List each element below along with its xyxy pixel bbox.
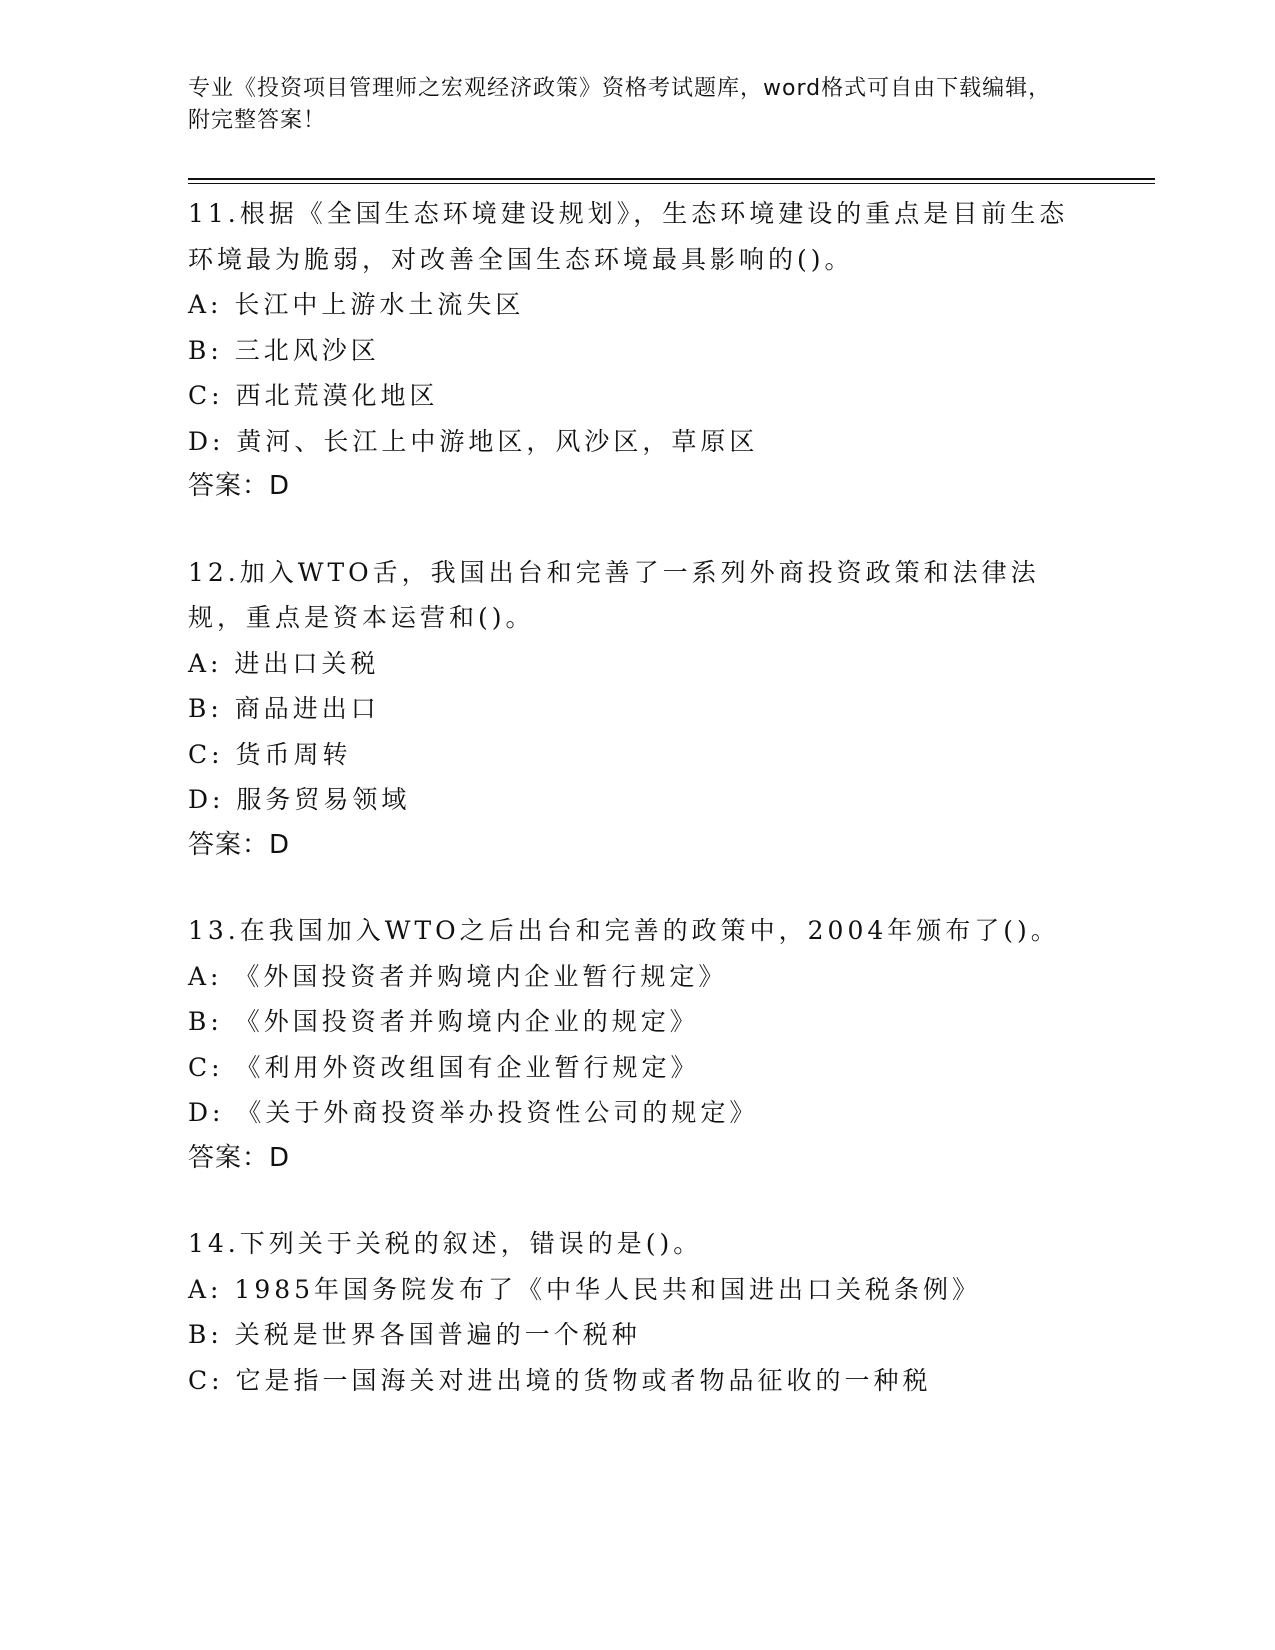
- option-b: B: 关税是世界各国普遍的一个税种: [188, 1320, 641, 1349]
- question-11: [188, 191, 1148, 510]
- option-d: D: 服务贸易领域: [188, 785, 411, 814]
- header-divider-thin: [188, 183, 1155, 184]
- answer-line: 答案：D: [188, 471, 291, 501]
- question-stem: 11.根据《全国生态环境建设规划》，生态环境建设的重点是目前生态环境最为脆弱，对改善全国生态环境最具影响的()。: [188, 199, 1069, 274]
- option-b: B: 三北风沙区: [188, 335, 380, 365]
- question-14: [188, 1221, 1148, 1403]
- header-divider-thick: [188, 178, 1155, 180]
- question-12: [188, 550, 1148, 869]
- question-list: [188, 191, 1148, 1443]
- question-stem: 12.加入WTO舌，我国出台和完善了一系列外商投资政策和法律法规，重点是资本运营和()。: [188, 557, 1040, 632]
- option-c: C: 《利用外资改组国有企业暂行规定》: [188, 1052, 700, 1082]
- answer-line: 答案：D: [188, 829, 291, 860]
- question-13: [188, 908, 1148, 1181]
- document-header: 专业《投资项目管理师之宏观经济政策》资格考试题库，word格式可自由下载编辑，附完整答案！: [188, 76, 1052, 133]
- option-d: D: 黄河、长江上中游地区，风沙区，草原区: [188, 426, 759, 456]
- option-d: D: 《关于外商投资举办投资性公司的规定》: [188, 1098, 759, 1127]
- option-a: A: 《外国投资者并购境内企业暂行规定》: [188, 961, 728, 991]
- option-a: A: 进出口关税: [188, 648, 380, 678]
- option-c: C: 西北荒漠化地区: [188, 381, 439, 410]
- answer-line: 答案：D: [188, 1142, 291, 1173]
- option-b: B: 《外国投资者并购境内企业的规定》: [188, 1007, 699, 1036]
- option-a: A: 长江中上游水土流失区: [188, 290, 525, 319]
- question-stem: 13.在我国加入WTO之后出台和完善的政策中，2004年颁布了()。: [188, 916, 1060, 945]
- option-c: C: 它是指一国海关对进出境的货物或者物品征收的一种税: [188, 1365, 932, 1395]
- question-stem: 14.下列关于关税的叙述，错误的是()。: [188, 1229, 703, 1258]
- option-c: C: 货币周转: [188, 739, 352, 769]
- option-b: B: 商品进出口: [188, 694, 380, 723]
- option-a: A: 1985年国务院发布了《中华人民共和国进出口关税条例》: [188, 1274, 982, 1304]
